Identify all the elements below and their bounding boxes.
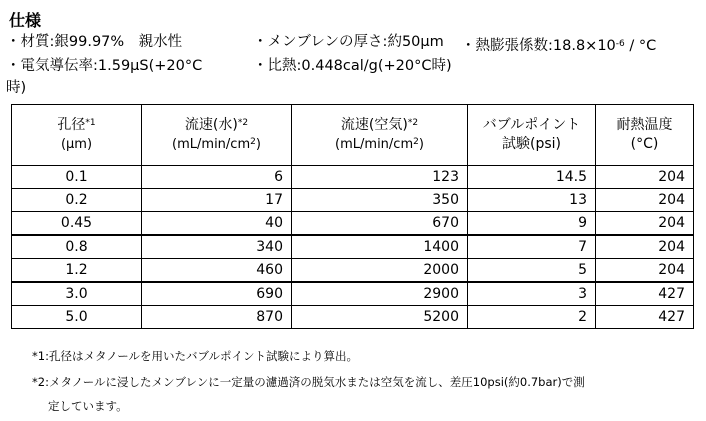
cell-bubble-point: 7 xyxy=(468,235,596,259)
cell-pore-size: 1.2 xyxy=(12,259,142,283)
spec-thermal-expansion-unit: / °C xyxy=(624,38,657,54)
cell-water-flow: 870 xyxy=(142,306,292,329)
cell-air-flow: 2900 xyxy=(292,282,468,306)
header-pore-size: 孔径$^{*1}$ (μm) xyxy=(12,105,142,166)
cell-bubble-point: 9 xyxy=(468,212,596,236)
table-row xyxy=(12,189,694,212)
header-bubble-point: バブルポイント 試験(psi) xyxy=(468,105,596,166)
cell-pore-size: 3.0 xyxy=(12,282,142,306)
spec-conductivity-continued: 時) xyxy=(6,80,27,96)
table-row xyxy=(12,306,694,329)
cell-bubble-point: 3 xyxy=(468,282,596,306)
cell-heat-resistance: 204 xyxy=(596,235,694,259)
cell-air-flow: 123 xyxy=(292,166,468,189)
table-row xyxy=(12,259,694,283)
cell-bubble-point: 5 xyxy=(468,259,596,283)
header-air-flow: 流速(空気)$^{*2}$ $(mL/\min/cm^2)$ xyxy=(292,105,468,166)
table-row xyxy=(12,282,694,306)
cell-water-flow: 6 xyxy=(142,166,292,189)
spec-table-header xyxy=(12,105,694,166)
spec-thermal-expansion xyxy=(461,36,656,56)
table-row xyxy=(12,166,694,189)
spec-membrane-thickness: ・メンブレンの厚さ:約50μm xyxy=(253,34,444,50)
cell-heat-resistance: 204 xyxy=(596,259,694,283)
spec-material: ・材質:銀99.97% 親水性 xyxy=(6,34,183,50)
cell-pore-size: 0.1 xyxy=(12,166,142,189)
cell-bubble-point: 2 xyxy=(468,306,596,329)
cell-pore-size: 0.2 xyxy=(12,189,142,212)
cell-heat-resistance: 204 xyxy=(596,166,694,189)
cell-heat-resistance: 204 xyxy=(596,212,694,236)
cell-bubble-point: 14.5 xyxy=(468,166,596,189)
spec-conductivity: ・電気導伝率:1.59μS(+20°C xyxy=(6,58,203,74)
cell-water-flow: 17 xyxy=(142,189,292,212)
spec-table xyxy=(11,104,694,329)
spec-specific-heat: ・比熱:0.448cal/g(+20°C時) xyxy=(253,58,452,74)
cell-water-flow: 40 xyxy=(142,212,292,236)
cell-air-flow: 350 xyxy=(292,189,468,212)
table-row xyxy=(12,235,694,259)
cell-water-flow: 340 xyxy=(142,235,292,259)
section-title: 仕様 xyxy=(9,11,42,30)
cell-bubble-point: 13 xyxy=(468,189,596,212)
table-row xyxy=(12,212,694,236)
header-water-flow: 流速(水)$^{*2}$ $(mL/\min/cm^2)$ xyxy=(142,105,292,166)
footnote-2-continued: 定しています。 xyxy=(48,399,128,413)
cell-pore-size: 0.45 xyxy=(12,212,142,236)
cell-water-flow: 690 xyxy=(142,282,292,306)
cell-air-flow: 2000 xyxy=(292,259,468,283)
header-heat-resistance: 耐熱温度 (°C) xyxy=(596,105,694,166)
cell-air-flow: 5200 xyxy=(292,306,468,329)
cell-heat-resistance: 427 xyxy=(596,282,694,306)
cell-pore-size: 0.8 xyxy=(12,235,142,259)
cell-heat-resistance: 204 xyxy=(596,189,694,212)
footnote-2: *2:メタノールに浸したメンブレンに一定量の濾過済の脱気水または空気を流し、差圧10psi(約0.7bar)で測 xyxy=(32,375,585,389)
cell-air-flow: 670 xyxy=(292,212,468,236)
cell-heat-resistance: 427 xyxy=(596,306,694,329)
footnote-1: *1:孔径はメタノールを用いたバブルポイント試験により算出。 xyxy=(32,349,359,363)
cell-air-flow: 1400 xyxy=(292,235,468,259)
spec-thermal-expansion-value: ・熱膨張係数:18.8×10 xyxy=(461,38,616,54)
cell-water-flow: 460 xyxy=(142,259,292,283)
cell-pore-size: 5.0 xyxy=(12,306,142,329)
spec-thermal-expansion-exponent: -6 xyxy=(615,39,625,49)
